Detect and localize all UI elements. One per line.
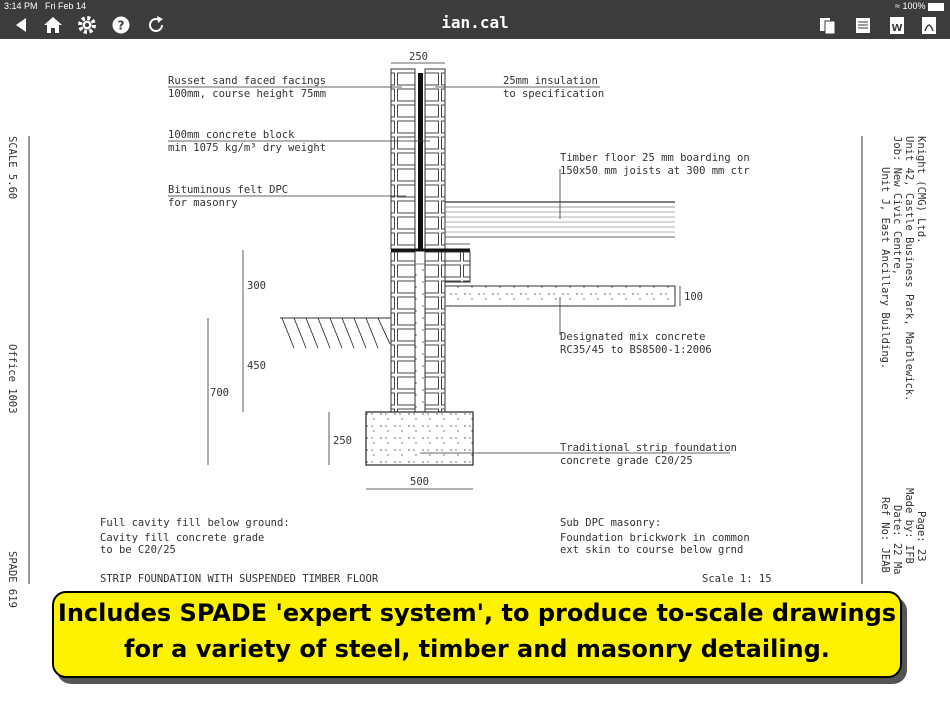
banner-line1: Includes SPADE 'expert system', to produce to-scale drawings	[57, 599, 897, 627]
foundation-block	[425, 252, 445, 412]
status-left	[4, 0, 86, 12]
dim-450: 450	[247, 360, 266, 372]
promo-banner	[52, 591, 902, 678]
note-subdpc-heading: Sub DPC masonry:	[560, 517, 662, 529]
sleeper-wall	[445, 252, 470, 282]
scale-label: Scale 1: 15	[702, 573, 772, 585]
word-export-icon[interactable]	[884, 13, 910, 37]
app-title: ian.cal	[441, 13, 509, 32]
callout-concrete-line2: RC35/45 to BS8500-1:2006	[560, 344, 712, 356]
callout-dpc-line2: for masonry	[168, 197, 238, 209]
title-ref: Ref No: JEAB	[879, 497, 891, 573]
margin-scale: SCALE 5.60	[6, 136, 18, 200]
callout-insulation-line1: 25mm insulation	[503, 75, 598, 87]
callout-foundation-line2: concrete grade C20/25	[560, 455, 693, 467]
status-right	[895, 0, 944, 12]
dim-250: 250	[333, 435, 352, 447]
note-cavity-heading: Full cavity fill below ground:	[100, 517, 290, 529]
callout-facings-line1: Russet sand faced facings	[168, 75, 327, 87]
title-page: Page: 23	[915, 511, 927, 562]
strip-foundation	[366, 412, 473, 465]
ground-hatching	[280, 318, 391, 348]
outer-brick-leaf	[391, 69, 415, 249]
inner-block-leaf	[425, 69, 445, 249]
svg-text:?: ?	[117, 18, 125, 33]
margin-office: Office 1003	[6, 344, 18, 414]
callout-timber-line2: 150x50 mm joists at 300 mm ctr	[560, 165, 750, 177]
documents-icon[interactable]	[815, 13, 841, 37]
callout-block-line1: 100mm concrete block	[168, 129, 295, 141]
note-subdpc-line1: Foundation brickwork in common	[560, 532, 750, 544]
title-job-line1: Job: New Civic Centre,	[891, 136, 903, 276]
status-bar	[0, 0, 950, 12]
banner-line2: for a variety of steel, timber and masonry detailing.	[124, 635, 830, 663]
dim-700: 700	[210, 387, 229, 399]
svg-text:W: W	[891, 23, 903, 34]
note-cavity-line1: Cavity fill concrete grade	[100, 532, 265, 544]
margin-spade: SPADE 619	[6, 551, 18, 608]
status-time: 3:14 PM	[4, 1, 38, 11]
title-job-line2: Unit J, East Ancillary Building.	[879, 167, 891, 370]
callout-insulation-line2: to specification	[503, 88, 605, 100]
dim-300: 300	[247, 280, 266, 292]
callout-facings-line2: 100mm, course height 75mm	[168, 88, 327, 100]
dim-wall-width: 250	[409, 51, 428, 63]
callout-foundation-line1: Traditional strip foundation	[560, 442, 738, 454]
status-date: Fri Feb 14	[45, 1, 87, 11]
title-date: Date: 22 Ma	[891, 505, 903, 575]
drawing-title: STRIP FOUNDATION WITH SUSPENDED TIMBER FLOOR	[100, 573, 379, 585]
battery-icon	[928, 3, 944, 11]
callout-dpc-line1: Bituminous felt DPC	[168, 184, 289, 196]
pdf-export-icon[interactable]	[916, 13, 942, 37]
callout-concrete-line1: Designated mix concrete	[560, 331, 706, 343]
foundation-brickwork	[391, 252, 415, 412]
wifi-icon: ≈	[894, 1, 900, 11]
dim-100: 100	[684, 291, 703, 303]
dim-500: 500	[410, 476, 429, 488]
title-made-by: Made by: IFB	[903, 488, 915, 564]
title-address: Unit 42, Castle Business Park, Marblewick.	[903, 136, 915, 402]
status-battery: 100%	[902, 1, 926, 11]
cavity-insulation	[418, 73, 423, 249]
callout-block-line2: min 1075 kg/m³ dry weight	[168, 142, 327, 154]
note-subdpc-line2: ext skin to course below grnd	[560, 544, 744, 556]
notes-icon[interactable]	[850, 13, 876, 37]
cavity-fill	[415, 264, 425, 412]
title-company: Knight (CMG) Ltd.	[915, 136, 927, 244]
note-cavity-line2: to be C20/25	[100, 544, 176, 556]
toolbar	[0, 12, 950, 39]
callout-timber-line1: Timber floor 25 mm boarding on	[560, 152, 750, 164]
